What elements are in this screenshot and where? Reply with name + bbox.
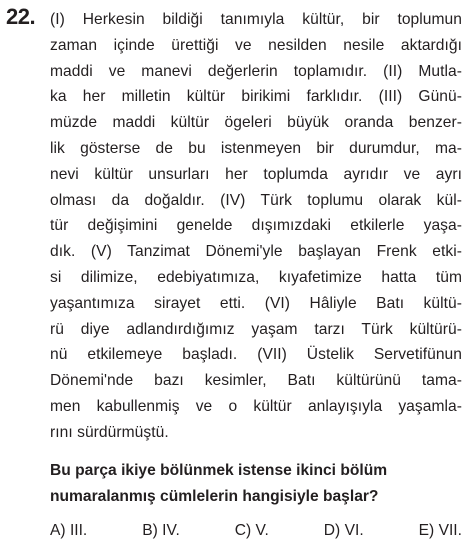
passage-line: rını sürdürmüştü.	[50, 423, 169, 441]
option-a[interactable]	[50, 519, 87, 543]
option-letter: B)	[142, 522, 158, 539]
passage-line: lik gösterse de bu istenmeyen bir durumdur, ma-	[50, 139, 462, 157]
prompt-line: numaralanmış cümlelerin hangisiyle başlar?	[50, 487, 379, 505]
passage-line: Dönemi'nde bazı kesimler, Batı kültürünü tama-	[50, 372, 462, 390]
passage-line: nü etkilemeye başladı. (VII) Üstelik Servetifünun	[50, 346, 462, 364]
option-c[interactable]	[235, 519, 269, 543]
passage-line: tür değişimini genelde dışımızdaki etkilerle yaşa-	[50, 217, 462, 235]
option-value: III.	[69, 522, 88, 539]
prompt-line: Bu parça ikiye bölünmek istense ikinci bölüm	[50, 462, 388, 479]
option-value: VI.	[344, 522, 364, 539]
passage-line: maddi ve manevi değerlerin toplamıdır. (II) Mutla-	[50, 62, 462, 80]
passage-line: ka her milletin kültür birikimi farklıdır. (III) Günü-	[50, 88, 462, 106]
passage-line: olması da doğaldır. (IV) Türk toplumu olarak kül-	[50, 191, 462, 209]
option-letter: A)	[50, 522, 66, 539]
option-letter: C)	[234, 522, 252, 539]
passage-line: men kabullenmiş ve o kültür anlayışıyla yaşamla-	[50, 397, 462, 415]
option-b[interactable]	[142, 519, 180, 543]
option-letter: E)	[418, 522, 435, 539]
option-value: V.	[255, 522, 269, 539]
option-value: IV.	[162, 522, 180, 539]
passage-line: müzde maddi kültür ögeleri büyük oranda benzer-	[50, 114, 462, 132]
passage-line: rü diye adlandırdığımız yaşam tarzı Türk kültürü-	[50, 320, 462, 338]
question-number: 22.	[6, 4, 36, 29]
option-letter: D)	[323, 522, 341, 539]
question-prompt	[50, 458, 462, 509]
passage-line: (I) Herkesin bildiği tanımıyla kültür, bir toplumun	[50, 11, 462, 28]
option-value: VII.	[438, 522, 462, 539]
option-e[interactable]	[419, 519, 462, 543]
option-d[interactable]	[324, 519, 364, 543]
passage-line: nevi kültür unsurları her toplumda ayrıdır ve ayrı	[50, 165, 462, 183]
answer-options	[50, 519, 462, 543]
passage-line: zaman içinde ürettiği ve nesilden nesile aktardığı	[50, 36, 462, 54]
passage-text	[50, 7, 462, 446]
passage-line: yaşantımıza sirayet etti. (VI) Hâliyle Batı kültü-	[50, 294, 462, 312]
passage-line: dık. (V) Tanzimat Dönemi'yle başlayan Frenk etki-	[50, 243, 462, 261]
passage-line: si dilimize, edebiyatımıza, kıyafetimize hatta tüm	[50, 268, 462, 286]
